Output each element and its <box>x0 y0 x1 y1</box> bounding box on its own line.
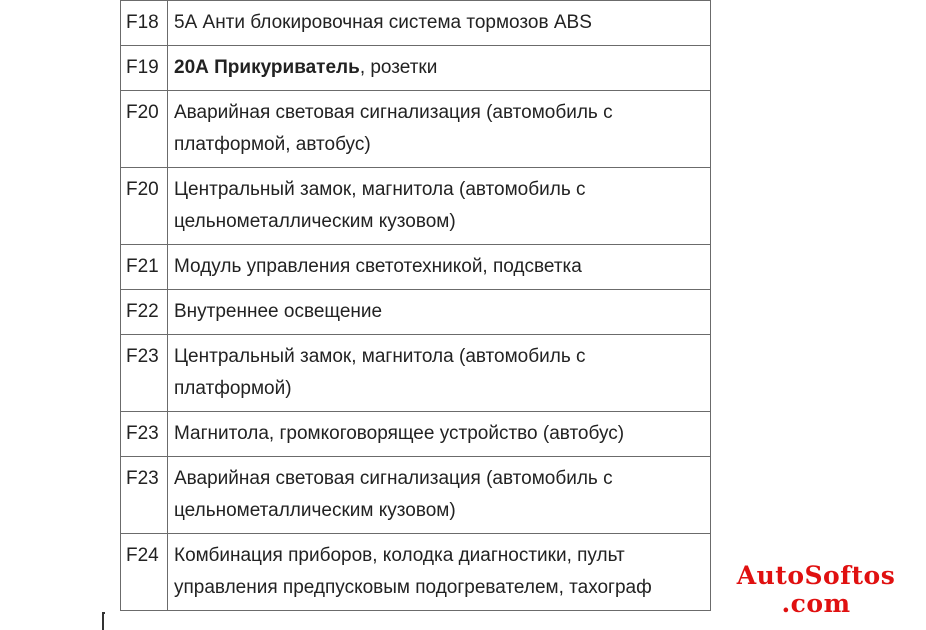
fuse-description-text: Модуль управления светотехникой, подсветка <box>174 256 582 277</box>
table-row <box>121 46 711 91</box>
table-row <box>121 290 711 335</box>
fuse-description-text: Комбинация приборов, колодка диагностики, пульт управления предпусковым подогревателем, тахограф <box>174 545 652 598</box>
fuse-description-text: Внутреннее освещение <box>174 301 383 322</box>
table-row <box>121 335 711 412</box>
fuse-code: F19 <box>121 46 168 91</box>
table-row <box>121 91 711 168</box>
table-row <box>121 457 711 534</box>
fuse-description <box>168 91 711 168</box>
fuse-code: F23 <box>121 412 168 457</box>
fuse-description <box>168 457 711 534</box>
fuse-description <box>168 412 711 457</box>
table-row <box>121 534 711 611</box>
fuse-code: F23 <box>121 335 168 412</box>
fuse-description <box>168 168 711 245</box>
fuse-description-text: Магнитола, громкоговорящее устройство (автобус) <box>174 423 625 444</box>
fuse-description <box>168 46 711 91</box>
fuse-description-text: Аварийная световая сигнализация (автомобиль с цельнометаллическим кузовом) <box>174 468 613 521</box>
watermark-line2: .com <box>781 589 851 618</box>
page-corner-mark <box>102 612 105 630</box>
fuse-description-text: Центральный замок, магнитола (автомобиль с платформой) <box>174 346 586 399</box>
table-row <box>121 245 711 290</box>
fuse-code: F21 <box>121 245 168 290</box>
fuse-code: F22 <box>121 290 168 335</box>
fuse-description-text: Аварийная световая сигнализация (автомобиль с платформой, автобус) <box>174 102 613 155</box>
fuse-description <box>168 290 711 335</box>
fuse-description-text: Центральный замок, магнитола (автомобиль с цельнометаллическим кузовом) <box>174 179 586 232</box>
table-row <box>121 412 711 457</box>
fuse-code: F18 <box>121 1 168 46</box>
watermark-logo <box>716 562 916 618</box>
table-row <box>121 168 711 245</box>
fuse-code: F24 <box>121 534 168 611</box>
fuse-description <box>168 335 711 412</box>
fuse-code: F20 <box>121 91 168 168</box>
table-row <box>121 1 711 46</box>
fuse-code: F20 <box>121 168 168 245</box>
fuse-description-bold: 20А Прикуриватель <box>174 57 360 78</box>
fuse-description-text: 5А Анти блокировочная система тормозов ABS <box>174 12 592 33</box>
fuse-description <box>168 534 711 611</box>
fuse-table <box>120 0 711 611</box>
fuse-description <box>168 1 711 46</box>
watermark-line1: AutoSoftos <box>736 561 896 590</box>
fuse-description <box>168 245 711 290</box>
fuse-code: F23 <box>121 457 168 534</box>
fuse-description-text: , розетки <box>359 57 438 78</box>
